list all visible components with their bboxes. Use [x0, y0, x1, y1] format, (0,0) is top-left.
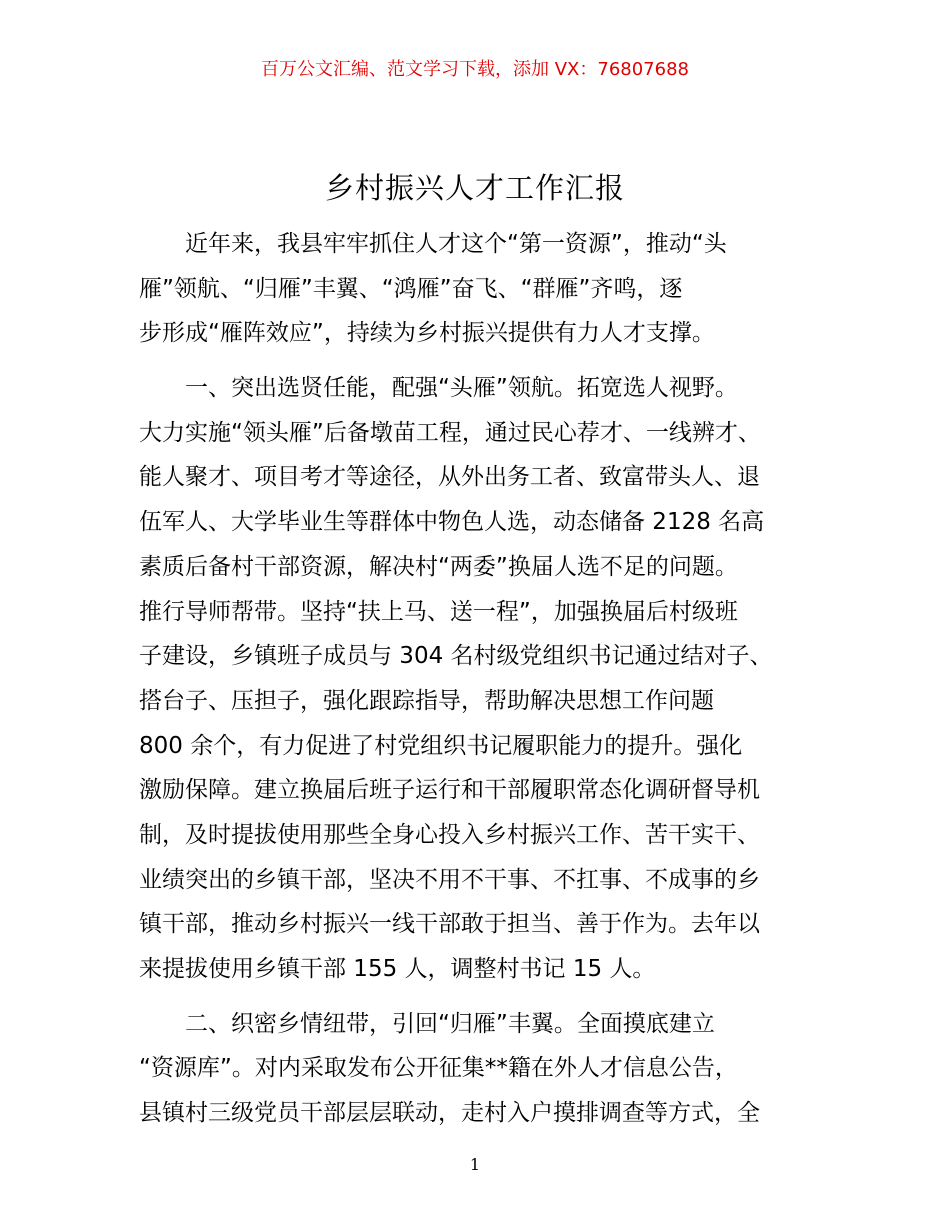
paragraph-section-1-line: 镇干部，推动乡村振兴一线干部敢于担当、善于作为。去年以 — [139, 911, 760, 938]
paragraph-section-1-line: 搭台子、压担子，强化跟踪指导，帮助解决思想工作问题 — [139, 687, 714, 714]
paragraph-section-1-line: 伍军人、大学毕业生等群体中物色人选，动态储备 2128 名高 — [139, 509, 765, 536]
paragraph-section-1-line: 来提拔使用乡镇干部 155 人，调整村书记 15 人。 — [139, 956, 656, 982]
paragraph-section-1-line: 激励保障。建立换届后班子运行和干部履职常态化调研督导机 — [139, 777, 760, 804]
paragraph-intro-line: 近年来，我县牢牢抓住人才这个“第一资源”，推动“头 — [185, 231, 727, 257]
paragraph-section-1-line: 推行导师帮带。坚持“扶上马、送一程”，加强换届后村级班 — [139, 598, 738, 625]
paragraph-section-1-line: 制，及时提拔使用那些全身心投入乡村振兴工作、苦干实干、 — [139, 821, 760, 848]
paragraph-section-1-line: 素质后备村干部资源，解决村“两委”换届人选不足的问题。 — [139, 553, 738, 580]
paragraph-section-1-line: 子建设，乡镇班子成员与 304 名村级党组织书记通过结对子、 — [139, 643, 773, 670]
paragraph-intro-line: 步形成“雁阵效应”，持续为乡村振兴提供有力人才支撑。 — [139, 320, 715, 347]
document-body — [139, 222, 829, 1136]
paragraph-section-1-line: 能人聚才、项目考才等途径，从外出务工者、致富带头人、退 — [139, 464, 760, 491]
paragraph-section-1-line: 大力实施“领头雁”后备墩苗工程，通过民心荐才、一线辨才、 — [139, 419, 761, 446]
paragraph-section-2-line: “资源库”。对内采取发布公开征集**籍在外人才信息公告， — [139, 1055, 738, 1082]
paragraph-intro-line: 雁”领航、“归雁”丰翼、“鸿雁”奋飞、“群雁”齐鸣，逐 — [139, 275, 683, 302]
page-number: 1 — [469, 1155, 481, 1174]
document-title: 乡村振兴人才工作汇报 — [324, 171, 625, 205]
header-banner: 百万公文汇编、范文学习下载，添加 VX：76807688 — [261, 59, 689, 80]
paragraph-section-2-line: 县镇村三级党员干部层层联动，走村入户摸排调查等方式，全 — [139, 1100, 760, 1127]
paragraph-section-1-line: 业绩突出的乡镇干部，坚决不用不干事、不扛事、不成事的乡 — [139, 866, 760, 893]
paragraph-section-2-line: 二、织密乡情纽带，引回“归雁”丰翼。全面摸底建立 — [185, 1010, 715, 1037]
paragraph-section-1-line: 一、突出选贤任能，配强“头雁”领航。拓宽选人视野。 — [185, 375, 738, 402]
paragraph-section-1-line: 800 余个，有力促进了村党组织书记履职能力的提升。强化 — [139, 732, 743, 759]
